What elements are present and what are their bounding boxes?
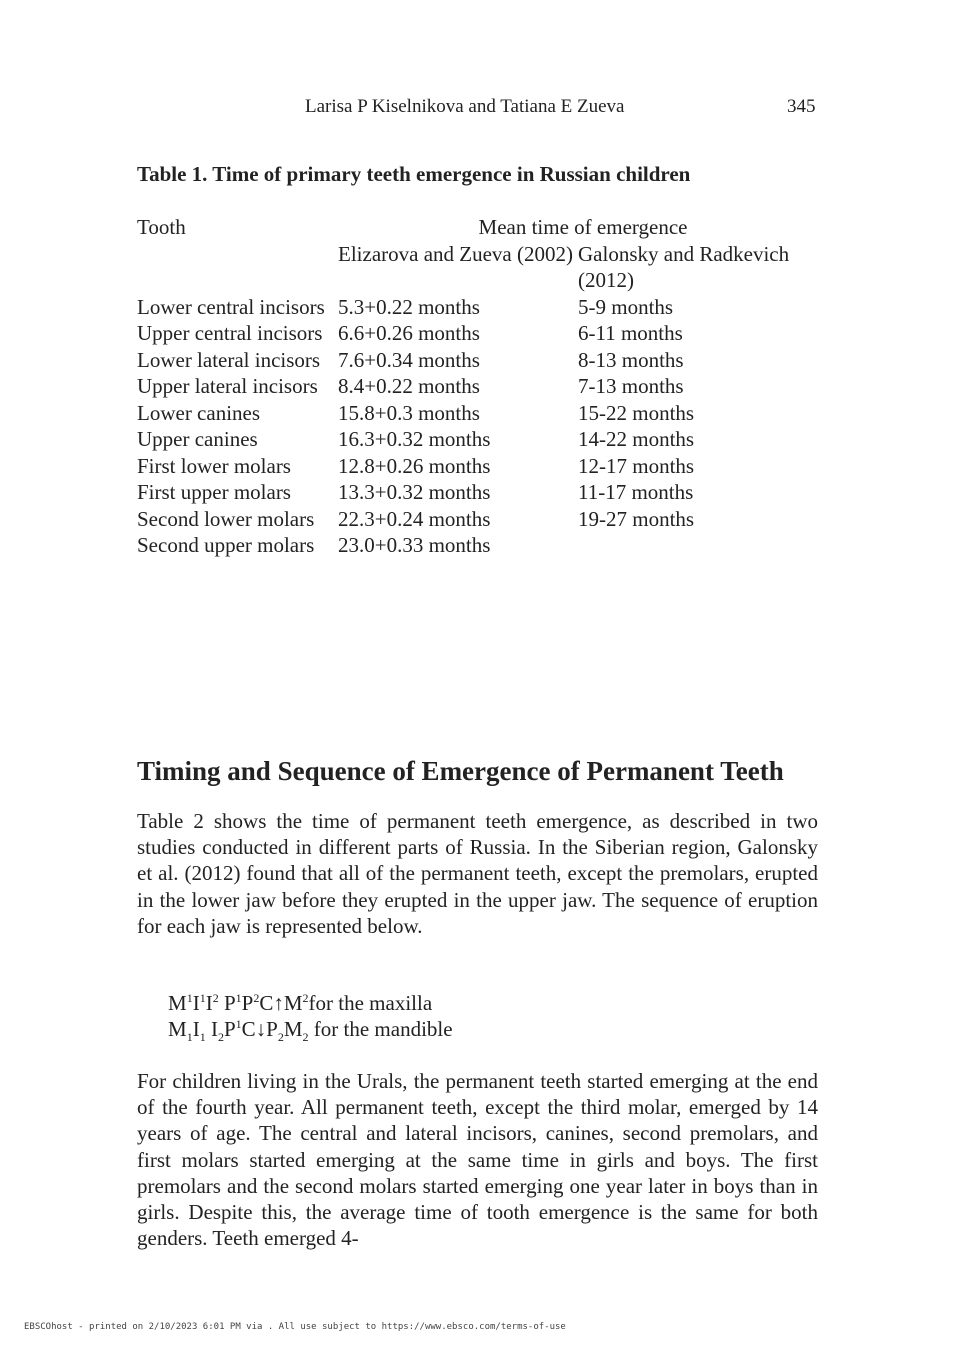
cell-tooth: First upper molars [137,480,291,504]
table-row [137,347,828,374]
cell-galonsky [578,532,828,559]
table-row [137,294,828,321]
cell-galonsky: 11-17 months [578,480,694,504]
footer-notice: EBSCOhost - printed on 2/10/2023 6:01 PM via . All use subject to https://www.ebsco.com/terms-of-use [24,1322,566,1332]
cell-tooth: Second lower molars [137,506,315,531]
cell-tooth: Upper central incisors [137,321,323,345]
table-row [137,532,828,559]
section-heading: Timing and Sequence of Emergence of Permanent Teeth [137,756,784,786]
table-caption: Table 1. Time of primary teeth emergence in Russian children [137,162,691,186]
cell-elizarova: 7.6+0.34 months [338,347,480,372]
cell-elizarova: 22.3+0.24 months [338,506,491,531]
cell-galonsky: 19-27 months [578,506,695,531]
table-row [137,320,828,347]
col-header-source-1: Elizarova and Zueva (2002) [338,241,573,266]
cell-tooth: Second upper molars [137,533,315,557]
table-header-row [137,214,828,241]
cell-elizarova: 15.8+0.3 months [338,400,480,425]
col-header-tooth: Tooth [137,215,186,239]
emergence-table [137,214,828,559]
paragraph-1: Table 2 shows the time of permanent teeth emergence, as described in two studies conducted in different parts of Russia. In the Siberian region, Galonsky et al. (2012) found that all of the permanent teeth, except the premolars, erupted in the lower jaw before they erupted in the upper jaw. The sequence of eruption for each jaw is represented below. [137,809,818,938]
cell-tooth: Upper canines [137,427,258,451]
col-header-mean: Mean time of emergence [478,215,688,239]
cell-galonsky: 6-11 months [578,321,683,345]
cell-tooth: Lower central incisors [137,294,325,319]
cell-elizarova: 23.0+0.33 months [338,533,491,557]
cell-galonsky: 5-9 months [578,294,674,319]
table-subheader-row [137,241,828,294]
down-arrow-icon: ↓ [255,1017,267,1041]
cell-tooth: First lower molars [137,453,291,478]
running-header-authors: Larisa P Kiselnikova and Tatiana E Zueva [305,96,625,117]
table-row [137,506,828,533]
paragraph-2: For children living in the Urals, the permanent teeth started emerging at the end of the fourth year. All permanent teeth, except the third molar, emerged by 14 years of age. The central and lateral incisors, canines, second premolars, and first molars started emerging at the same time in girls and boys. The first premolars and the second molars started emerging one year later in boys than in girls. Despite this, the average time of tooth emergence is the same for both genders. Teeth emerged 4- [137,1069,818,1251]
formula-mandible: $M_1I_1$ $I_2P^1C↓P_2M_2$ for the mandible [168,1017,453,1045]
cell-elizarova: 16.3+0.32 months [338,427,491,451]
table-row [137,426,828,453]
cell-tooth: Upper lateral incisors [137,374,318,398]
cell-elizarova: 8.4+0.22 months [338,374,480,398]
cell-galonsky: 15-22 months [578,400,695,425]
cell-elizarova: 12.8+0.26 months [338,453,491,478]
page-number: 345 [787,96,816,117]
table-row [137,453,828,480]
table-row [137,479,828,506]
cell-elizarova: 6.6+0.26 months [338,321,480,345]
cell-tooth: Lower lateral incisors [137,347,321,372]
running-header [0,96,955,122]
table-row [137,400,828,427]
cell-galonsky: 12-17 months [578,453,695,478]
cell-galonsky: 7-13 months [578,374,684,398]
table-row [137,373,828,400]
cell-elizarova: 13.3+0.32 months [338,480,491,504]
up-arrow-icon: ↑ [273,991,284,1015]
cell-galonsky: 8-13 months [578,347,684,372]
cell-galonsky: 14-22 months [578,427,695,451]
cell-elizarova: 5.3+0.22 months [338,294,480,319]
cell-tooth: Lower canines [137,400,261,425]
formula-maxilla: $M^1I^1I^2$ $P^1P^2C↑M^2for$ the maxilla [168,991,433,1015]
col-header-source-2: Galonsky and Radkevich (2012) [578,241,790,292]
